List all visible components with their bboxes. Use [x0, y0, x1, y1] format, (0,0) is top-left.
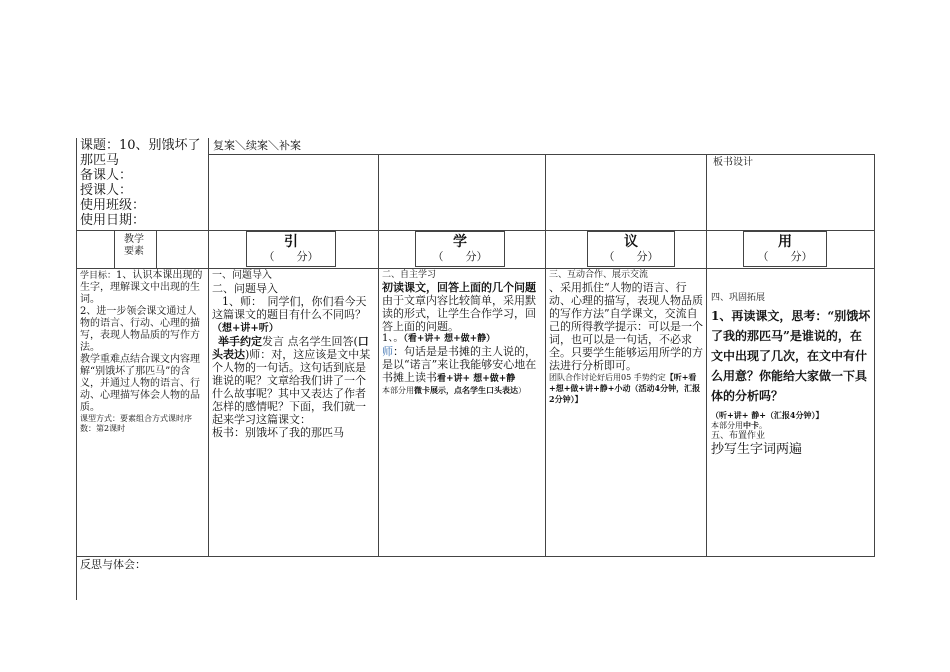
- teaching-elements-label: 教学要素: [124, 234, 144, 257]
- col-divider-1: [208, 138, 209, 556]
- discussion-bold: 口头表达: [212, 335, 369, 361]
- item-1-tag: （看+讲+ 想+做+静）: [403, 334, 496, 344]
- hand-raise-rule: 举手约定: [218, 335, 262, 348]
- goal-1: [80, 270, 205, 306]
- method-bold: 微卡展示，点名学生口头表达: [414, 385, 518, 395]
- board-text: 板书：别饿坏了我的那匹马: [212, 426, 344, 439]
- c-method-end: 。: [759, 421, 767, 430]
- intro-question: [212, 295, 376, 335]
- stage-score-yi: （ 分）: [603, 250, 659, 263]
- self-study-method: [382, 385, 542, 396]
- stage-title-yong: 用: [778, 234, 792, 250]
- col-divider-4: [706, 154, 707, 556]
- homework-text: 抄写生字词两遍: [711, 442, 803, 457]
- cooperation-rule-bold: 【听+看+想+做+讲+静+小动（活动4分钟，汇报2分钟）】: [549, 372, 701, 404]
- c-method-bold: 中卡: [743, 420, 759, 430]
- date-used-label: 使用日期：: [80, 213, 146, 228]
- reflection-label: 反思与体会：: [80, 558, 146, 571]
- key-points: 教学重难点结合课文内容理解“别饿坏了那匹马”的含义，并通过人物的语言、行动、心理描写体会人物的品质。: [80, 354, 200, 413]
- goal-2: 2、进一步领会课文通过人物的语言、行动、心理的描写，表现人物品质的写作方法。: [80, 306, 200, 353]
- stage-score-yin: （ 分）: [263, 250, 319, 263]
- stage-score-yong: （ 分）: [757, 250, 813, 263]
- col-goals: [80, 270, 205, 434]
- col-cooperation: [549, 270, 703, 405]
- stage-box-yong: [743, 231, 827, 267]
- teacher-label: 师: [382, 345, 393, 358]
- cooperation-heading: 三、互动合作、展示交流: [549, 270, 649, 280]
- stage-title-xue: 学: [453, 234, 467, 250]
- cooperation-rule: [549, 372, 703, 405]
- self-study-answer: [382, 345, 542, 385]
- col-divider-2: [378, 154, 379, 556]
- prep-person-label: 备课人：: [80, 168, 133, 183]
- answer-tag: 看+讲+ 想+做+静: [437, 374, 516, 384]
- table-right-line: [874, 154, 875, 556]
- section-heading-2: 二、问题导入: [212, 282, 278, 295]
- lesson-type: 课型方式：要素组合方式课时序数：第2课时: [80, 414, 192, 433]
- cooperation-rule-text: 团队合作讨论好后用05 手势约定: [549, 373, 666, 382]
- stage-title-yin: 引: [284, 234, 298, 250]
- stage-box-yin: [246, 231, 336, 267]
- row-divider-2: [76, 268, 875, 269]
- self-study-question: [382, 281, 542, 333]
- section-heading-1: 一、问题导入: [212, 270, 272, 281]
- board-design-label: 板书设计: [713, 157, 753, 168]
- stage-box-yi: [587, 231, 675, 267]
- col-divider-3: [545, 154, 546, 556]
- intro-question-text: 1、师： 同学们，你们看今天这篇课文的题目有什么不同吗？: [212, 295, 367, 321]
- c-method-prefix: 本部分用: [711, 421, 743, 430]
- discussion-a: 发言 点名学生回答(: [262, 335, 358, 348]
- table-top-line: [208, 154, 875, 155]
- intro-question-tag: （想+讲+听）: [212, 323, 279, 334]
- row-divider-3: [76, 556, 875, 557]
- question-rest: 由于文章内容比较简单，采用默读的形式，让学生合作学习，回答上面的问题。: [382, 294, 536, 333]
- plan-type: 复案＼续案＼补案: [213, 139, 301, 152]
- answer-text: ：句话是是书摊的主人说的，是以“诺言”来让我能够安心地在书摊上读书: [382, 345, 537, 384]
- goal-1-text: 1、认识本课出现的生字，理解课文中出现的生词。: [80, 270, 203, 305]
- question-bold-2: 题: [525, 281, 536, 294]
- elements-box-left: [114, 230, 115, 268]
- item-1-text: 1、。: [382, 333, 404, 344]
- col-self-study: [382, 270, 542, 396]
- consolidation-question: 1、再读课文，思考：“别饿坏了我的那匹马”是谁说的，在文中出现了几次，在文中有什么用意？你能给大家做一下具体的分析吗？: [711, 309, 871, 403]
- consolidation-method: [711, 420, 871, 431]
- discussion-b: )师：对，这应该是文中某个人物的一句话。这句话到底是谁说的呢？文章给我们讲了一个什么故事呢？其中又表达了作者怎样的感情呢？下面，我们就一起来学习这篇课文：: [212, 348, 371, 426]
- elements-box-right: [156, 230, 157, 268]
- table-left-line: [76, 138, 77, 600]
- teacher-label: 授课人：: [80, 183, 133, 198]
- consolidation-tag: （听+讲+ 静+（汇报4分钟）】: [711, 410, 824, 420]
- lesson-info: [80, 138, 206, 228]
- intro-discussion: [212, 335, 376, 426]
- stage-box-xue: [415, 231, 505, 267]
- consolidation-heading: 四、巩固拓展: [711, 293, 766, 303]
- goal-head: 学目标：: [80, 271, 117, 281]
- self-study-item-1: [382, 333, 542, 345]
- col-consolidation: [711, 270, 871, 457]
- question-bold-1: 初读课文，回答上面的几个问: [382, 281, 525, 294]
- method-prefix: 本部分用: [382, 386, 414, 395]
- col-introduction: [212, 270, 376, 439]
- class-used-label: 使用班级：: [80, 198, 146, 213]
- method-end: ）: [518, 386, 526, 395]
- stage-title-yi: 议: [624, 234, 638, 250]
- self-study-heading: 二、自主学习: [382, 270, 437, 280]
- cooperation-text: 、采用抓住“人物的语言、行动、心理的描写，表现人物品质的写作方法”自学课文，交流自己的所得教学提示：可以是一个词，也可以是一句话，不必求全。只要学生能够运用所学的方法进行分析即可。: [549, 281, 703, 372]
- lesson-title: 课题：10、别饿坏了那匹马: [80, 138, 201, 168]
- homework-heading: 五、布置作业: [711, 431, 766, 441]
- stage-score-xue: （ 分）: [432, 250, 488, 263]
